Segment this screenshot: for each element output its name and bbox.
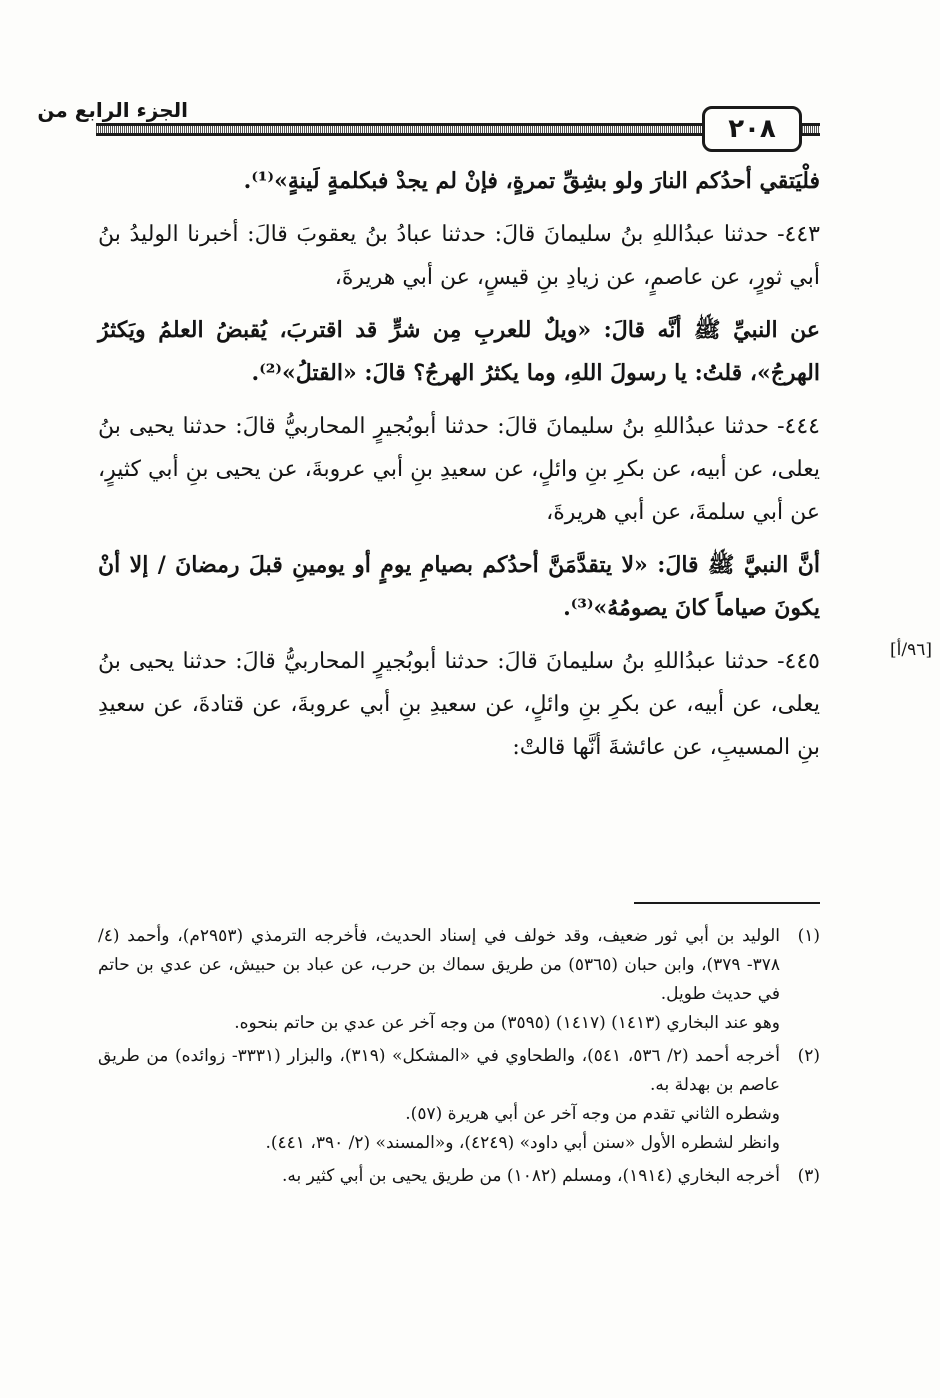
footnote-number: (٢)	[797, 1046, 820, 1066]
footnote-text: أخرجه أحمد (٢/ ٥٣٦، ٥٤١)، والطحاوي في «المشكل» (٣١٩)، والبزار (٣٣٣١- زوائده) من طريق عاصم بن بهدلة به.	[98, 1046, 780, 1095]
footnote-number: (٣)	[797, 1166, 820, 1186]
hadith-isnad-444: ٤٤٤- حدثنا عبدُاللهِ بنُ سليمانَ قالَ: حدثنا أبوبُجيرٍ المحاربيُّ قالَ: حدثنا يحيى بنُ يعلى، عن أبيه، عن بكرِ بنِ وائلٍ، عن سعيدِ بنِ أبي عروبةَ، عن يحيى بنِ أبي كثيرٍ، عن أبي سلمةَ، عن أبي هريرةَ،	[98, 414, 820, 525]
footnote-text: الوليد بن أبي ثور ضعيف، وقد خولف في إسناد الحديث، فأخرجه الترمذي (٢٩٥٣م)، وأحمد (٤/ ٣٧٨- ٣٧٩)، وابن حبان (٥٣٦٥) من طريق سماك بن حرب، عن عباد بن حبيش، عن عدي بن حاتم في حديث طويل.	[98, 926, 781, 1004]
hadith-matn-443: عن النبيِّ ﷺ أنَّه قالَ: «ويلٌ للعربِ مِن شرٍّ قد اقتربَ، يُقبضُ العلمُ ويَكثرُ الهرجُ»، قلتُ: يا رسولَ اللهِ، وما يكثرُ الهرجُ؟ قالَ: «القتلُ»⁽²⁾.	[98, 317, 820, 386]
footnote-text: أخرجه البخاري (١٩١٤)، ومسلم (١٠٨٢) من طريق يحيى بن أبي كثير به.	[281, 1166, 780, 1186]
footnote-text: وشطره الثاني تقدم من وجه آخر عن أبي هريرة (٥٧).	[405, 1104, 780, 1124]
footnote-number: (١)	[797, 926, 820, 946]
hadith-matn-444: أنَّ النبيَّ ﷺ قالَ: «لا يتقدَّمَنَّ أحدُكم بصيامِ يومٍ أو يومينِ قبلَ رمضانَ / إلا أنْ يكونَ صياماً كانَ يصومُهُ»⁽³⁾.	[98, 552, 820, 621]
page-number: ٢٠٨	[702, 106, 802, 152]
hadith-isnad-445: ٤٤٥- حدثنا عبدُاللهِ بنُ سليمانَ قالَ: حدثنا أبوبُجيرٍ المحاربيُّ قالَ: حدثنا يحيى بنُ يعلى، عن أبيه، عن بكرِ بنِ وائلٍ، عن سعيدِ بنِ أبي عروبةَ، عن قتادةَ، عن سعيدِ بنِ المسيبِ، عن عائشةَ أنَّها قالتْ:	[98, 649, 820, 760]
main-text	[98, 160, 820, 779]
footnote-2	[98, 1042, 820, 1158]
footnote-3	[98, 1162, 820, 1191]
hadith-isnad-443: ٤٤٣- حدثنا عبدُاللهِ بنُ سليمانَ قالَ: حدثنا عبادُ بنُ يعقوبَ قالَ: أخبرنا الوليدُ بنُ أبي ثورٍ، عن عاصمٍ، عن زيادِ بنِ قيسٍ، عن أبي هريرةَ،	[98, 222, 820, 290]
page-header	[37, 92, 820, 148]
footnote-divider	[634, 902, 820, 904]
footnote-text: وانظر لشطره الأول «سنن أبي داود» (٤٢٤٩)، و«المسند» (٢/ ٣٩٠، ٤٤١).	[265, 1133, 780, 1153]
running-title: الجزء الرابع من	[37, 98, 188, 122]
footnote-text: وهو عند البخاري (١٤١٣) (١٤١٧) (٣٥٩٥) من وجه آخر عن عدي بن حاتم بنحوه.	[234, 1013, 780, 1033]
footnote-1	[98, 922, 820, 1038]
text-paragraph: فلْيَتقي أحدُكم النارَ ولو بشِقِّ تمرةٍ، فإنْ لم يجدْ فبكلمةٍ لَينةٍ»⁽¹⁾.	[243, 168, 820, 194]
footnotes	[98, 922, 820, 1195]
manuscript-folio-ref: [٩٦/أ]	[890, 640, 932, 660]
